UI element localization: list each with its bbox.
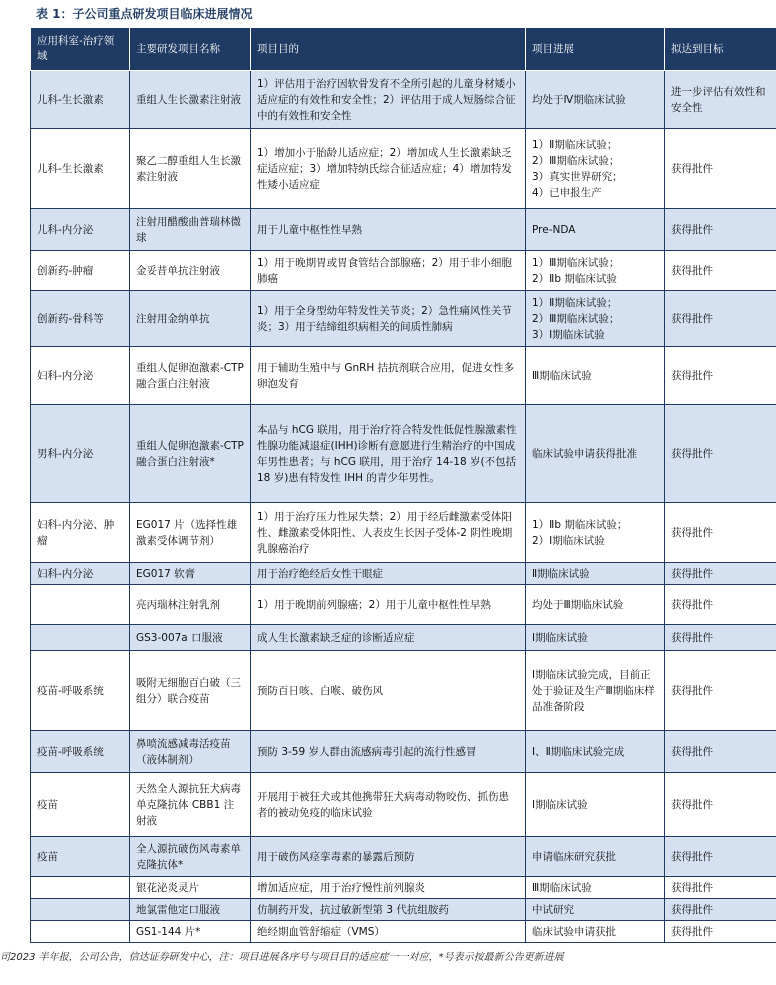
cell-progress: Ⅲ期临床试验 — [526, 347, 665, 405]
table-row — [31, 731, 776, 773]
cell-goal: 获得批件 — [665, 585, 776, 625]
table-row — [31, 129, 776, 209]
cell-purpose: 增加适应症，用于治疗慢性前列腺炎 — [251, 877, 526, 899]
table-row — [31, 347, 776, 405]
cell-dept: 疫苗 — [31, 837, 130, 877]
cell-goal: 获得批件 — [665, 625, 776, 651]
cell-project: EG017 软膏 — [130, 563, 251, 585]
cell-progress: 1）Ⅱ期临床试验； 2）Ⅲ期临床试验； 3）Ⅰ期临床试验 — [526, 291, 665, 347]
cell-dept: 疫苗 — [31, 773, 130, 837]
cell-dept: 妇科-内分泌 — [31, 563, 130, 585]
cell-project: 地氯雷他定口服液 — [130, 899, 251, 921]
table-row — [31, 837, 776, 877]
cell-purpose: 1）评估用于治疗因软骨发育不全所引起的儿童身材矮小适应症的有效性和安全性；2）评估用于成人短肠综合征中的有效性和安全性 — [251, 71, 526, 129]
cell-project: GS1-144 片* — [130, 921, 251, 943]
pipeline-table — [30, 27, 776, 943]
cell-project: 金妥昔单抗注射液 — [130, 251, 251, 291]
cell-dept: 创新药-骨科等 — [31, 291, 130, 347]
cell-purpose: 用于治疗绝经后女性干眼症 — [251, 563, 526, 585]
cell-goal: 获得批件 — [665, 503, 776, 563]
cell-dept: 妇科-内分泌、肿瘤 — [31, 503, 130, 563]
cell-progress: 临床试验申请获得批准 — [526, 405, 665, 503]
table-row — [31, 291, 776, 347]
cell-project: 重组人促卵泡激素-CTP 融合蛋白注射液 — [130, 347, 251, 405]
cell-dept — [31, 585, 130, 625]
cell-dept: 妇科-内分泌 — [31, 347, 130, 405]
cell-project: 重组人促卵泡激素-CTP 融合蛋白注射液* — [130, 405, 251, 503]
cell-dept — [31, 899, 130, 921]
header-dept: 应用科室-治疗领域 — [31, 28, 130, 71]
table-row — [31, 899, 776, 921]
cell-goal: 获得批件 — [665, 877, 776, 899]
header-goal: 拟达到目标 — [665, 28, 776, 71]
table-row — [31, 405, 776, 503]
table-title: 表 1：子公司重点研发项目临床进展情况 — [36, 7, 253, 21]
cell-project: 吸附无细胞百白破（三组分）联合疫苗 — [130, 651, 251, 731]
cell-purpose: 开展用于被狂犬或其他携带狂犬病毒动物咬伤、抓伤患者的被动免疫的临床试验 — [251, 773, 526, 837]
header-progress: 项目进展 — [526, 28, 665, 71]
cell-progress: 1）Ⅱ期临床试验； 2）Ⅲ期临床试验； 3）真实世界研究； 4）已申报生产 — [526, 129, 665, 209]
cell-project: 鼻喷流感减毒活疫苗（液体制剂） — [130, 731, 251, 773]
cell-progress: Ⅰ、Ⅱ期临床试验完成 — [526, 731, 665, 773]
cell-purpose: 成人生长激素缺乏症的诊断适应症 — [251, 625, 526, 651]
cell-progress: 1）Ⅱb 期临床试验； 2）Ⅰ期临床试验 — [526, 503, 665, 563]
table-row — [31, 877, 776, 899]
cell-goal: 获得批件 — [665, 773, 776, 837]
cell-progress: Ⅲ期临床试验 — [526, 877, 665, 899]
cell-goal: 获得批件 — [665, 405, 776, 503]
cell-dept: 男科-内分泌 — [31, 405, 130, 503]
cell-purpose: 1）用于治疗压力性尿失禁；2）用于经后雌激素受体阳性、雌激素受体阳性、人表皮生长因子受体-2 阴性晚期乳腺癌治疗 — [251, 503, 526, 563]
table-row — [31, 563, 776, 585]
cell-project: 重组人生长激素注射液 — [130, 71, 251, 129]
cell-progress: 1）Ⅲ期临床试验； 2）Ⅱb 期临床试验 — [526, 251, 665, 291]
cell-dept: 疫苗-呼吸系统 — [31, 731, 130, 773]
cell-goal: 获得批件 — [665, 651, 776, 731]
cell-goal: 获得批件 — [665, 129, 776, 209]
cell-dept — [31, 921, 130, 943]
cell-purpose: 用于破伤风痉挛毒素的暴露后预防 — [251, 837, 526, 877]
cell-progress: 中试研究 — [526, 899, 665, 921]
cell-goal: 获得批件 — [665, 837, 776, 877]
cell-project: EG017 片（选择性雄激素受体调节剂） — [130, 503, 251, 563]
cell-goal: 获得批件 — [665, 347, 776, 405]
cell-purpose: 1）用于全身型幼年特发性关节炎；2）急性痛风性关节炎；3）用于结缔组织病相关的间质性肺病 — [251, 291, 526, 347]
cell-progress: 临床试验申请获批 — [526, 921, 665, 943]
cell-purpose: 用于儿童中枢性性早熟 — [251, 209, 526, 251]
table-row — [31, 773, 776, 837]
cell-purpose: 1）用于晚期胃或胃食管结合部腺癌；2）用于非小细胞肺癌 — [251, 251, 526, 291]
cell-purpose: 仿制药开发，抗过敏新型第 3 代抗组胺药 — [251, 899, 526, 921]
table-row — [31, 71, 776, 129]
cell-purpose: 绝经期血管舒缩症（VMS） — [251, 921, 526, 943]
cell-purpose: 用于辅助生殖中与 GnRH 拮抗剂联合应用，促进女性多卵泡发育 — [251, 347, 526, 405]
table-container — [30, 27, 776, 943]
cell-dept: 儿科-内分泌 — [31, 209, 130, 251]
cell-progress: Ⅰ期临床试验 — [526, 625, 665, 651]
cell-goal: 获得批件 — [665, 731, 776, 773]
cell-dept: 儿科-生长激素 — [31, 71, 130, 129]
cell-project: 全人源抗破伤风毒素单克隆抗体* — [130, 837, 251, 877]
cell-dept: 疫苗-呼吸系统 — [31, 651, 130, 731]
cell-project: 注射用醋酸曲普瑞林微球 — [130, 209, 251, 251]
cell-purpose: 1）用于晚期前列腺癌；2）用于儿童中枢性性早熟 — [251, 585, 526, 625]
table-row — [31, 585, 776, 625]
header-purpose: 项目目的 — [251, 28, 526, 71]
table-header-row — [31, 28, 776, 71]
cell-progress: Pre-NDA — [526, 209, 665, 251]
table-body — [31, 71, 776, 943]
cell-goal: 进一步评估有效性和安全性 — [665, 71, 776, 129]
cell-purpose: 预防百日咳、白喉、破伤风 — [251, 651, 526, 731]
cell-project: GS3-007a 口服液 — [130, 625, 251, 651]
cell-goal: 获得批件 — [665, 291, 776, 347]
cell-dept: 儿科-生长激素 — [31, 129, 130, 209]
table-row — [31, 503, 776, 563]
cell-progress: Ⅰ期临床试验完成，目前正处于验证及生产Ⅲ期临床样品准备阶段 — [526, 651, 665, 731]
cell-dept: 创新药-肿瘤 — [31, 251, 130, 291]
cell-progress: Ⅱ期临床试验 — [526, 563, 665, 585]
cell-progress: 均处于Ⅳ期临床试验 — [526, 71, 665, 129]
table-row — [31, 651, 776, 731]
table-row — [31, 921, 776, 943]
cell-purpose: 本品与 hCG 联用，用于治疗符合特发性低促性腺激素性性腺功能减退症(IHH)诊断有意愿进行生精治疗的中国成年男性患者；与 hCG 联用，用于治疗 14-18 岁(不包括 18 岁)患有特发性 IHH 的青少年男性。 — [251, 405, 526, 503]
header-project: 主要研发项目名称 — [130, 28, 251, 71]
source-note: 司2023 半年报，公司公告，信达证券研发中心，注：项目进展各序号与项目目的适应症一一对应，*号表示按最新公告更新进展 — [0, 952, 564, 963]
table-row — [31, 625, 776, 651]
cell-purpose: 1）增加小于胎龄儿适应症；2）增加成人生长激素缺乏症适应症；3）增加特纳氏综合征适应症；4）增加特发性矮小适应症 — [251, 129, 526, 209]
cell-project: 聚乙二醇重组人生长激素注射液 — [130, 129, 251, 209]
cell-progress: 申请临床研究获批 — [526, 837, 665, 877]
cell-goal: 获得批件 — [665, 563, 776, 585]
cell-goal: 获得批件 — [665, 251, 776, 291]
cell-project: 天然全人源抗狂犬病毒单克隆抗体 CBB1 注射液 — [130, 773, 251, 837]
cell-project: 注射用金纳单抗 — [130, 291, 251, 347]
cell-dept — [31, 625, 130, 651]
cell-project: 亮丙瑞林注射乳剂 — [130, 585, 251, 625]
cell-goal: 获得批件 — [665, 921, 776, 943]
cell-purpose: 预防 3-59 岁人群由流感病毒引起的流行性感冒 — [251, 731, 526, 773]
cell-goal: 获得批件 — [665, 899, 776, 921]
cell-progress: Ⅰ期临床试验 — [526, 773, 665, 837]
cell-project: 银花泌炎灵片 — [130, 877, 251, 899]
table-row — [31, 209, 776, 251]
cell-dept — [31, 877, 130, 899]
cell-goal: 获得批件 — [665, 209, 776, 251]
cell-progress: 均处于Ⅲ期临床试验 — [526, 585, 665, 625]
table-row — [31, 251, 776, 291]
